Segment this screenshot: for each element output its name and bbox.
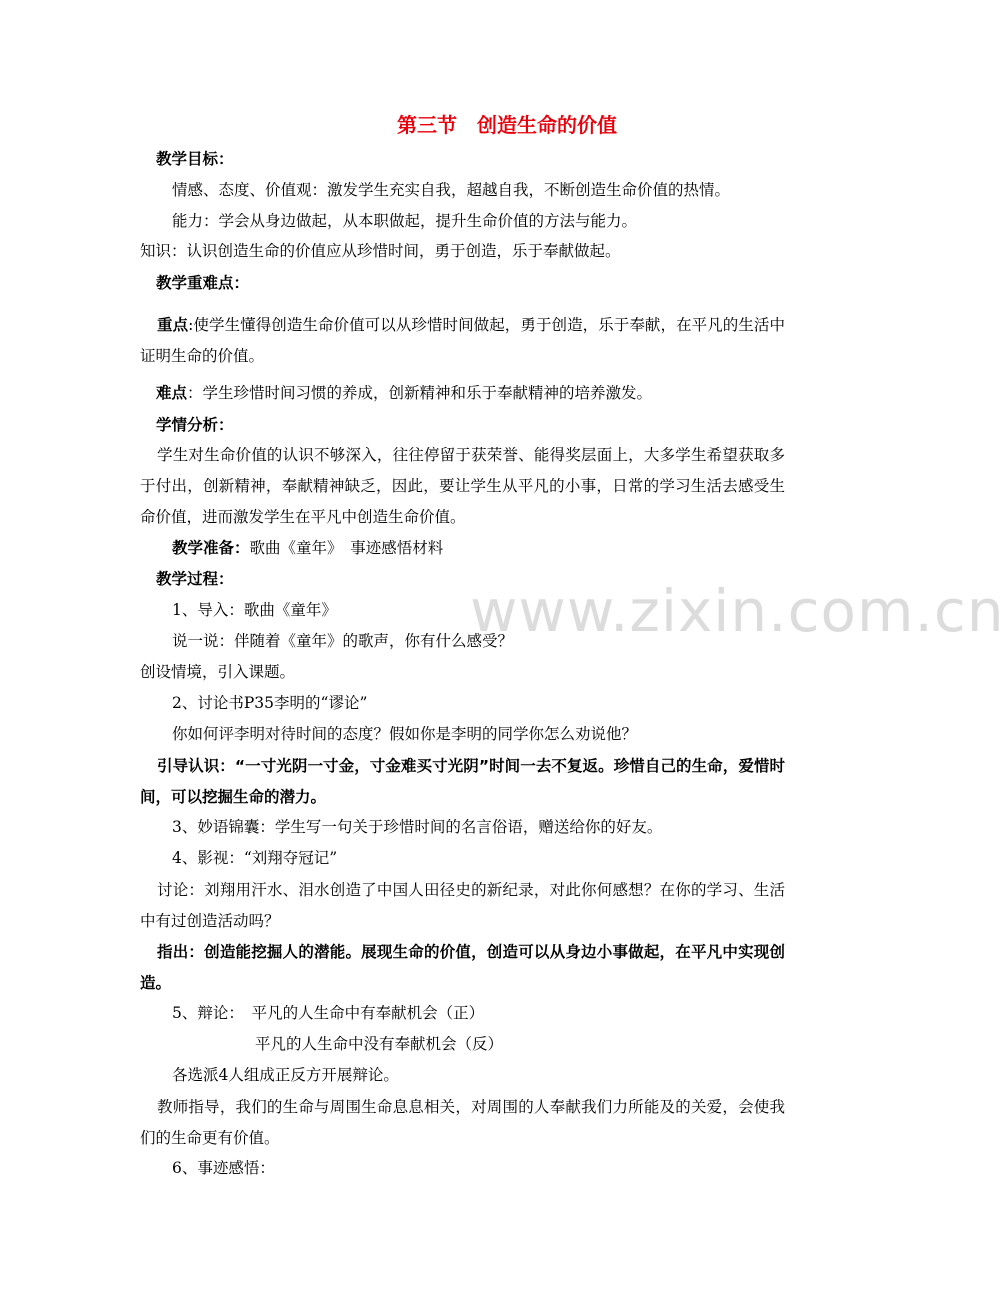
step-2-question: 你如何评李明对待时间的态度？假如你是李明的同学你怎么劝说他？ [172,725,638,743]
objective-emotion: 情感、态度、价值观：激发学生充实自我，超越自我，不断创造生命价值的热情。 [172,181,731,199]
step-5-arrange: 各选派4人组成正反方开展辩论。 [172,1066,399,1084]
process-heading: 教学过程： [156,570,234,588]
key-point [140,310,785,372]
difficult-text: ：学生珍惜时间习惯的养成，创新精神和乐于奉献精神的培养激发。 [187,384,653,402]
watermark: www.zixin.com.cn [470,577,1005,645]
step-1-scene: 创设情境，引入课题。 [140,663,296,681]
step-5-teacher: 教师指导，我们的生命与周围生命息息相关，对周围的人奉献我们力所能及的关爱，会使我们的生命更有价值。 [140,1098,785,1147]
step-4-discuss: 讨论：刘翔用汗水、泪水创造了中国人田径史的新纪录，对此你何感想？在你的学习、生活中有过创造活动吗？ [140,881,785,930]
step-4: 4、影视：“刘翔夺冠记” [172,849,338,867]
difficult-label: 难点 [156,384,188,402]
prep-label: 教学准备： [172,539,250,557]
difficult-point [156,382,652,404]
analysis-heading: 学情分析： [156,416,234,434]
step-6: 6、事迹感悟： [172,1159,275,1177]
key-heading: 教学重难点： [156,274,250,292]
step-5-con: 平凡的人生命中没有奉献机会（反） [255,1035,504,1053]
key-point-text: :使学生懂得创造生命价值可以从珍惜时间做起，勇于创造，乐于奉献，在平凡的生活中证明生命的价值。 [140,316,785,365]
teaching-prep [172,537,443,559]
key-point-label: 重点 [157,316,189,334]
step-2-guide: 引导认识：“一寸光阴一寸金，寸金难买寸光阴”时间一去不复返。珍惜自己的生命，爱惜时间，可以挖掘生命的潜力。 [140,757,785,806]
analysis-text: 学生对生命价值的认识不够深入，往往停留于获荣誉、能得奖层面上，大多学生希望获取多于付出，创新精神，奉献精神缺乏，因此，要让学生从平凡的小事，日常的学习生活去感受生命价值，进而激发学生在平凡中创造生命价值。 [140,446,785,526]
page-title: 第三节 创造生命的价值 [397,113,617,137]
objective-knowledge: 知识：认识创造生命的价值应从珍惜时间，勇于创造，乐于奉献做起。 [140,242,621,260]
step-5: 5、辩论： 平凡的人生命中有奉献机会（正） [172,1004,485,1022]
step-3: 3、妙语锦囊：学生写一句关于珍惜时间的名言俗语，赠送给你的好友。 [172,818,663,836]
step-2: 2、讨论书P35李明的“谬论” [172,694,368,712]
step-1-talk: 说一说：伴随着《童年》的歌声，你有什么感受？ [172,632,514,650]
objective-ability: 能力：学会从身边做起，从本职做起，提升生命价值的方法与能力。 [172,212,638,230]
step-4-point: 指出：创造能挖掘人的潜能。展现生命的价值，创造可以从身边小事做起，在平凡中实现创造。 [140,943,785,992]
step-1: 1、导入：歌曲《童年》 [172,601,337,619]
prep-text: 歌曲《童年》 事迹感悟材料 [249,539,444,557]
objectives-heading: 教学目标： [156,150,234,168]
